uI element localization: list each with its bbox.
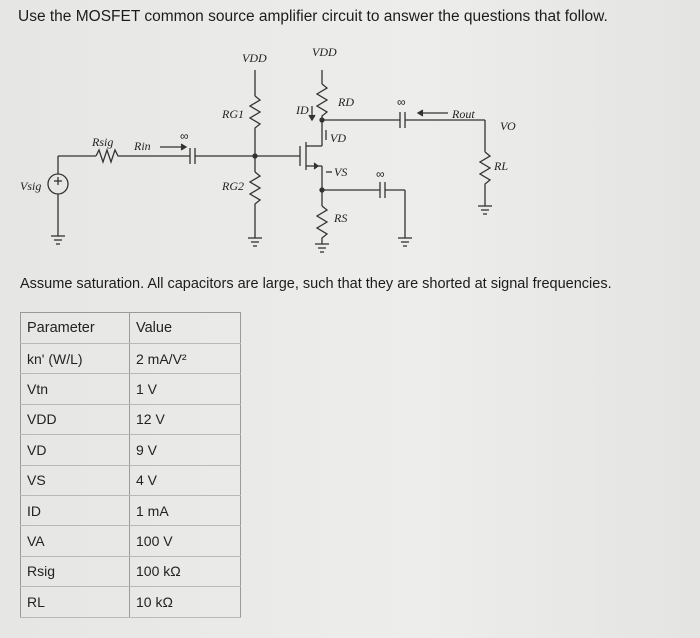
rin-label: Rin — [134, 139, 151, 153]
table-row — [21, 404, 241, 434]
rs-resistor — [317, 206, 327, 244]
rg1-resistor — [250, 96, 260, 156]
param-cell: Vtn — [21, 374, 130, 404]
table-row — [21, 465, 241, 495]
rg1-label: RG1 — [222, 107, 244, 121]
rd-label: RD — [338, 95, 354, 109]
rs-label: RS — [334, 211, 348, 225]
param-cell: VA — [21, 526, 130, 556]
value-cell: 100 V — [130, 526, 241, 556]
rsig-resistor — [96, 150, 170, 162]
param-cell: VDD — [21, 404, 130, 434]
rl-label: RL — [494, 159, 509, 173]
rd-resistor — [317, 84, 327, 120]
param-cell: ID — [21, 495, 130, 525]
table-row — [21, 587, 241, 617]
rg2-label: RG2 — [222, 179, 244, 193]
param-cell: Rsig — [21, 556, 130, 586]
rout-label: Rout — [452, 107, 475, 121]
table-row — [21, 556, 241, 586]
vsig-source — [48, 156, 96, 244]
value-cell: 12 V — [130, 404, 241, 434]
value-cell: 100 kΩ — [130, 556, 241, 586]
vd-label: VD — [330, 131, 346, 145]
param-cell: RL — [21, 587, 130, 617]
value-cell: 4 V — [130, 465, 241, 495]
header-value: Value — [130, 313, 241, 344]
value-cell: 1 V — [130, 374, 241, 404]
vo-label: VO — [500, 119, 516, 133]
value-cell: 10 kΩ — [130, 587, 241, 617]
inf-bypass-label: ∞ — [376, 167, 385, 181]
table-row — [21, 435, 241, 465]
param-cell: kn' (W/L) — [21, 344, 130, 374]
table-header — [21, 313, 241, 344]
inf-output-label: ∞ — [397, 95, 406, 109]
table-row — [21, 344, 241, 374]
param-cell: VS — [21, 465, 130, 495]
id-label: ID — [296, 103, 309, 117]
value-cell: 2 mA/V² — [130, 344, 241, 374]
param-cell: VD — [21, 435, 130, 465]
rg2-resistor — [250, 172, 260, 238]
table-row — [21, 495, 241, 525]
vs-label: VS — [334, 165, 348, 179]
table-row — [21, 526, 241, 556]
assumption-text: Assume saturation. All capacitors are large, such that they are shorted at signal frequencies. — [20, 276, 612, 292]
vdd-left-label: VDD — [242, 51, 267, 65]
value-cell: 1 mA — [130, 495, 241, 525]
parameter-table — [20, 312, 241, 618]
mosfet — [306, 120, 322, 190]
header-parameter: Parameter — [21, 313, 130, 344]
inf-input-label: ∞ — [180, 129, 189, 143]
question-text: Use the MOSFET common source amplifier circuit to answer the questions that follow. — [18, 8, 608, 25]
rl-resistor — [480, 152, 490, 206]
rsig-label: Rsig — [92, 135, 114, 149]
value-cell: 9 V — [130, 435, 241, 465]
input-capacitor — [170, 148, 255, 164]
vsig-label: Vsig — [20, 179, 42, 193]
vdd-right-label: VDD — [312, 45, 337, 59]
circuit-diagram — [0, 34, 700, 264]
table-row — [21, 374, 241, 404]
